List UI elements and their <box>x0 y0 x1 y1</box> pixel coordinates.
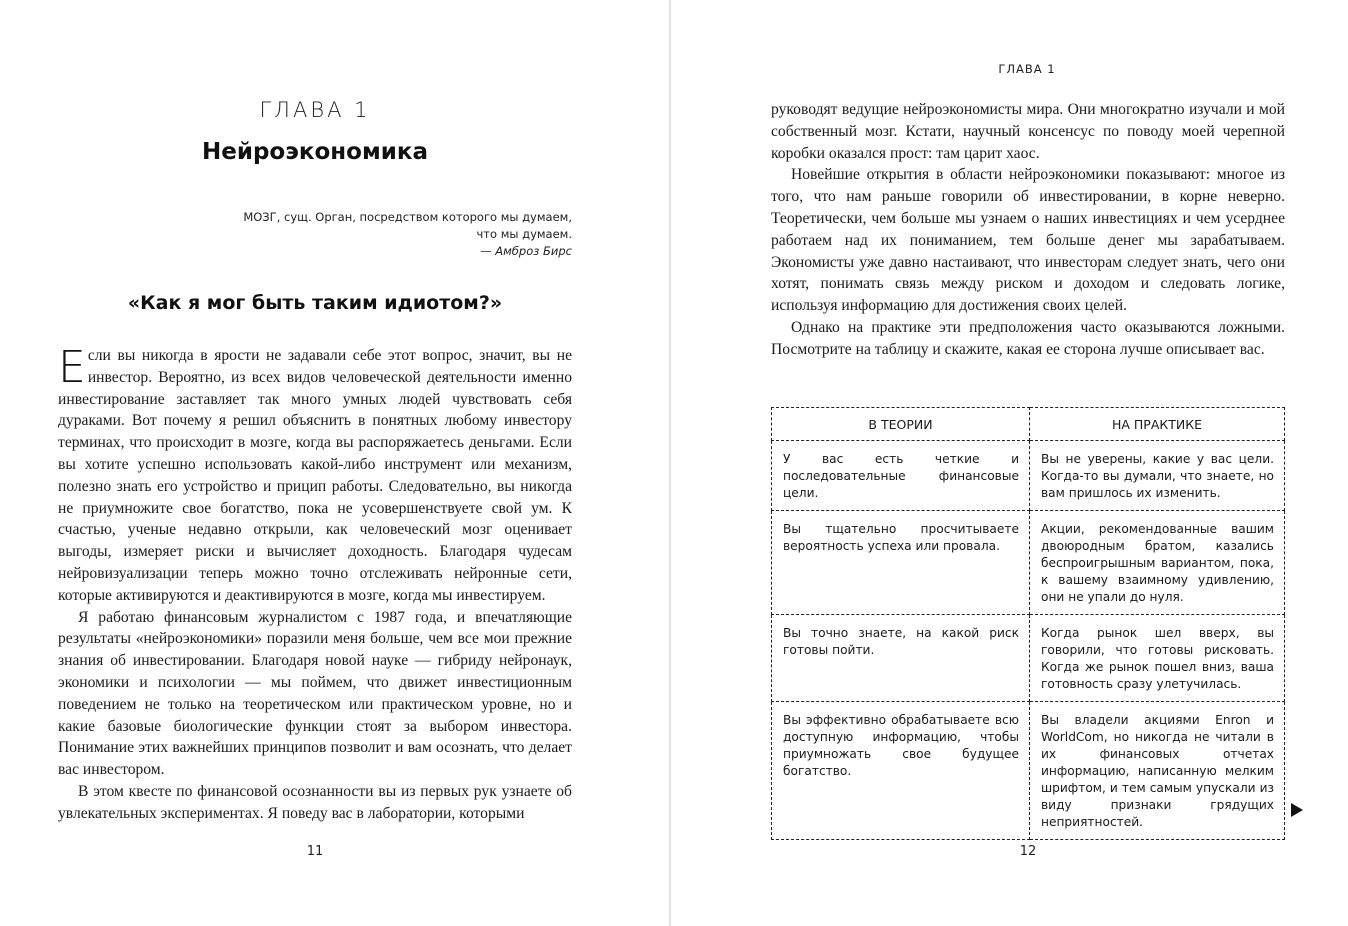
epigraph-line-2: что мы думаем. <box>476 227 572 241</box>
practice-cell: Вы владели акциями Enron и WorldCom, но никогда не читали в их финансовых отчетах информацию, написанную мелким шрифтом, и тем самым упускали из виду признаки грядущих неприятностей. <box>1030 702 1285 840</box>
epigraph-line-1: МОЗГ, сущ. Орган, посредством которого мы думаем, <box>243 210 572 224</box>
paragraph: В этом квесте по финансовой осознанности вы из первых рук узнаете об увлекательных экспериментах. Я поведу вас в лаборатории, которыми <box>58 782 572 822</box>
paragraph: Я работаю финансовым журналистом с 1987 года, и впечатляющие результаты «нейроэкономики» поразили меня больше, чем все мои прежние знания об инвестировании. Благодаря новой науке — гибриду нейронаук, экономики и психологии — мы поймем, что движет инвестиционным поведением не только на теоретическом или практическом уровне, но и какие базовые биологические функции стоят за выбором инвестора. Понимание этих важнейших принципов позволит и вам осознать, что делает вас инвестором. <box>58 608 572 779</box>
paragraph: Новейшие открытия в области нейроэкономики показывают: многое из того, что нам раньше говорили об инвестировании, в корне неверно. Теоретически, чем больше мы узнаем о наших инвестициях и чем усерднее работаем над их пониманием, тем больше денег мы зарабатываем. Экономисты уже давно настаивают, что инвесторам следует знать, чего они хотят, понимать связь между риском и доходом и следовать логике, используя информацию для достижения своих целей. <box>771 166 1285 315</box>
practice-cell: Когда рынок шел вверх, вы говорили, что готовы рисковать. Когда же рынок пошел вниз, ваша готовность сразу улетучилась. <box>1030 615 1285 702</box>
table-row <box>772 702 1285 840</box>
table-header-row <box>772 408 1285 441</box>
chapter-title: Нейроэкономика <box>201 139 428 165</box>
page-number: 12 <box>1019 844 1037 859</box>
right-body-text <box>771 99 1285 361</box>
left-page <box>0 0 669 926</box>
section-title: «Как я мог быть таким идиотом?» <box>127 292 503 314</box>
chapter-label: ГЛАВА 1 <box>259 98 371 122</box>
theory-cell: Вы эффективно обрабатываете всю доступную информацию, чтобы приумножать свое будущее богатство. <box>772 702 1030 840</box>
epigraph <box>200 209 572 260</box>
practice-cell: Акции, рекомендованные вашим двоюродным братом, казались беспроигрышным вариантом, пока, к вашему взаимному удивлению, они не упали до нуля. <box>1030 511 1285 615</box>
theory-practice-table <box>771 407 1285 840</box>
table-row <box>772 615 1285 702</box>
drop-cap: Е <box>58 342 86 393</box>
page-number: 11 <box>306 844 324 859</box>
paragraph: руководят ведущие нейроэкономисты мира. Они многократно изучали и мой собственный мозг. Кстати, научный консенсус по поводу моей черепной коробки оказался прост: там царит хаос. <box>771 101 1285 162</box>
column-header-theory: В ТЕОРИИ <box>772 408 1030 441</box>
right-page <box>671 0 1348 926</box>
left-body-text <box>58 342 572 825</box>
paragraph-text: сли вы никогда в ярости не задавали себе этот вопрос, значит, вы не инвестор. Вероятно, из всех видов человеческой деятельности именно инвестирование заставляет так много умных людей чувствовать себя дураками. Вот почему я решил объяснить в понятных любому инвестору терминах, что происходит в мозге, когда вы распоряжаетесь деньгами. Если вы хотите успешно использовать какой-либо инструмент или механизм, полезно знать его устройство и прицип работы. Следовательно, вы никогда не приумножите свое богатство, пока не усовершенствуете свой ум. К счастью, ученые недавно открыли, как человеческий мозг оценивает выгоды, измеряет риски и вычисляет доходность. Благодаря чудесам нейровизуализации теперь можно точно отслеживать нейронные сети, которые активируются и деактивируются в мозге, когда мы инвестируем. <box>58 347 572 604</box>
running-head: ГЛАВА 1 <box>998 62 1056 76</box>
practice-cell: Вы не уверены, какие у вас цели. Когда-то вы думали, что знаете, но вам пришлось их изменить. <box>1030 441 1285 511</box>
theory-cell: У вас есть четкие и последовательные финансовые цели. <box>772 441 1030 511</box>
table-row <box>772 441 1285 511</box>
theory-cell: Вы точно знаете, на какой риск готовы пойти. <box>772 615 1030 702</box>
table-row <box>772 511 1285 615</box>
next-page-arrow-icon <box>1291 803 1303 817</box>
theory-cell: Вы тщательно просчитываете вероятность успеха или провала. <box>772 511 1030 615</box>
column-header-practice: НА ПРАКТИКЕ <box>1030 408 1285 441</box>
paragraph <box>58 342 572 607</box>
epigraph-author: — Амброз Бирс <box>480 244 572 258</box>
paragraph: Однако на практике эти предположения часто оказываются ложными. Посмотрите на таблицу и скажите, какая ее сторона лучше описывает вас. <box>771 318 1285 358</box>
